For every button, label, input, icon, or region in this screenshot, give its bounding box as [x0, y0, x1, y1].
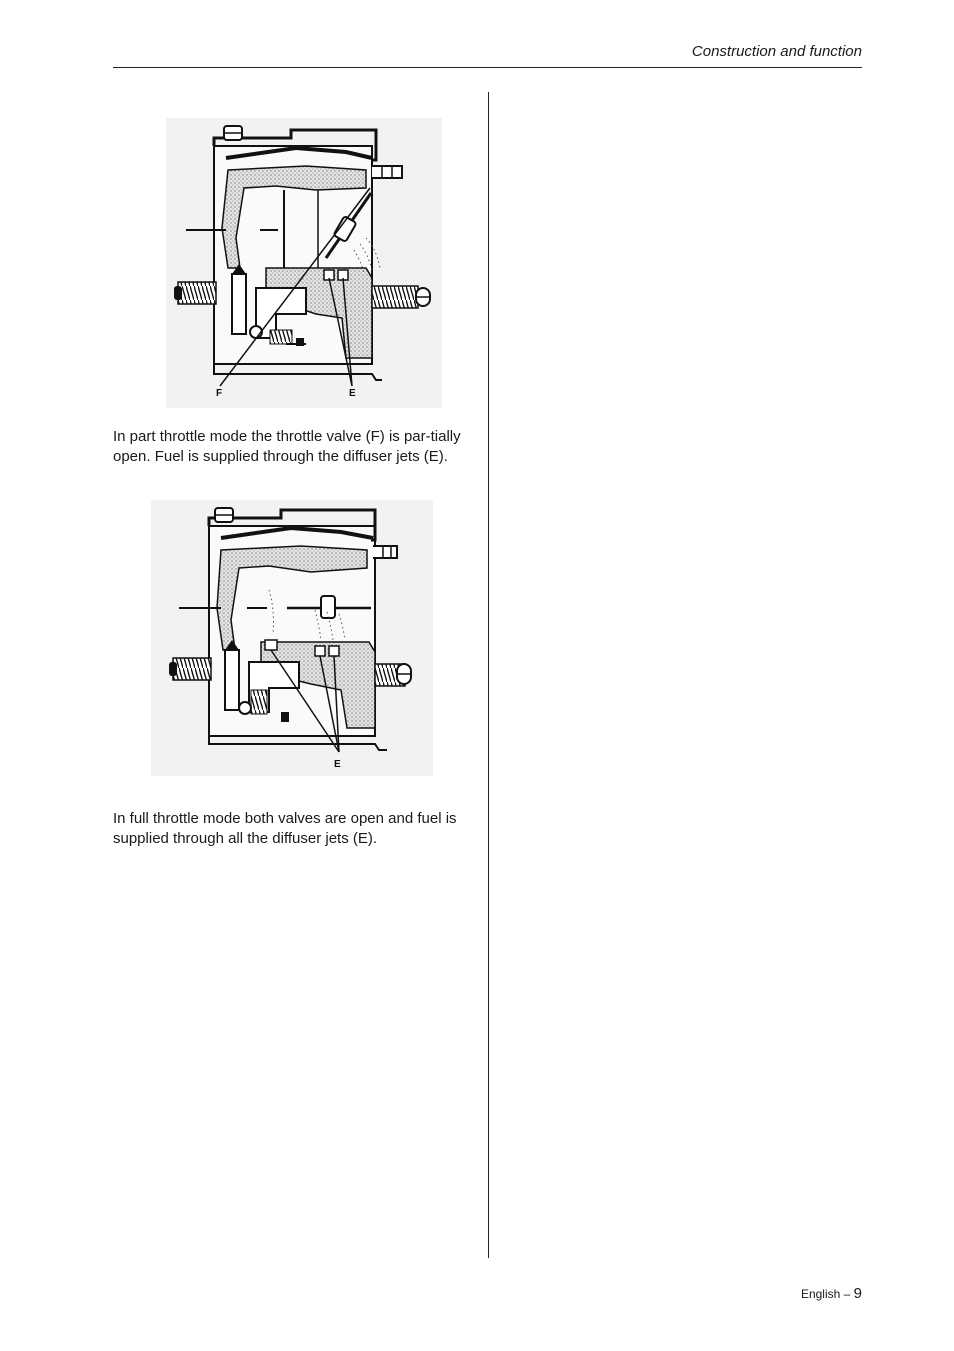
carburettor-part-throttle-diagram [166, 118, 442, 408]
page-footer [801, 1285, 862, 1302]
page-header-title: Construction and function [691, 43, 862, 60]
label-diffuser-jets: E [349, 388, 356, 399]
label-diffuser-jets: E [334, 759, 341, 770]
full-throttle-caption: In full throttle mode both valves are open and fuel is supplied through all the diffuser jets (E). [113, 810, 457, 847]
footer-language: English – [800, 1287, 851, 1301]
part-throttle-caption: In part throttle mode the throttle valve (F) is par-tially open. Fuel is supplied through the diffuser jets (E). [113, 428, 461, 465]
page-number: 9 [853, 1285, 862, 1302]
header-rule [113, 67, 862, 68]
carburettor-full-throttle-diagram [151, 500, 433, 776]
column-divider [488, 92, 489, 1258]
label-throttle-valve: F [216, 388, 223, 399]
